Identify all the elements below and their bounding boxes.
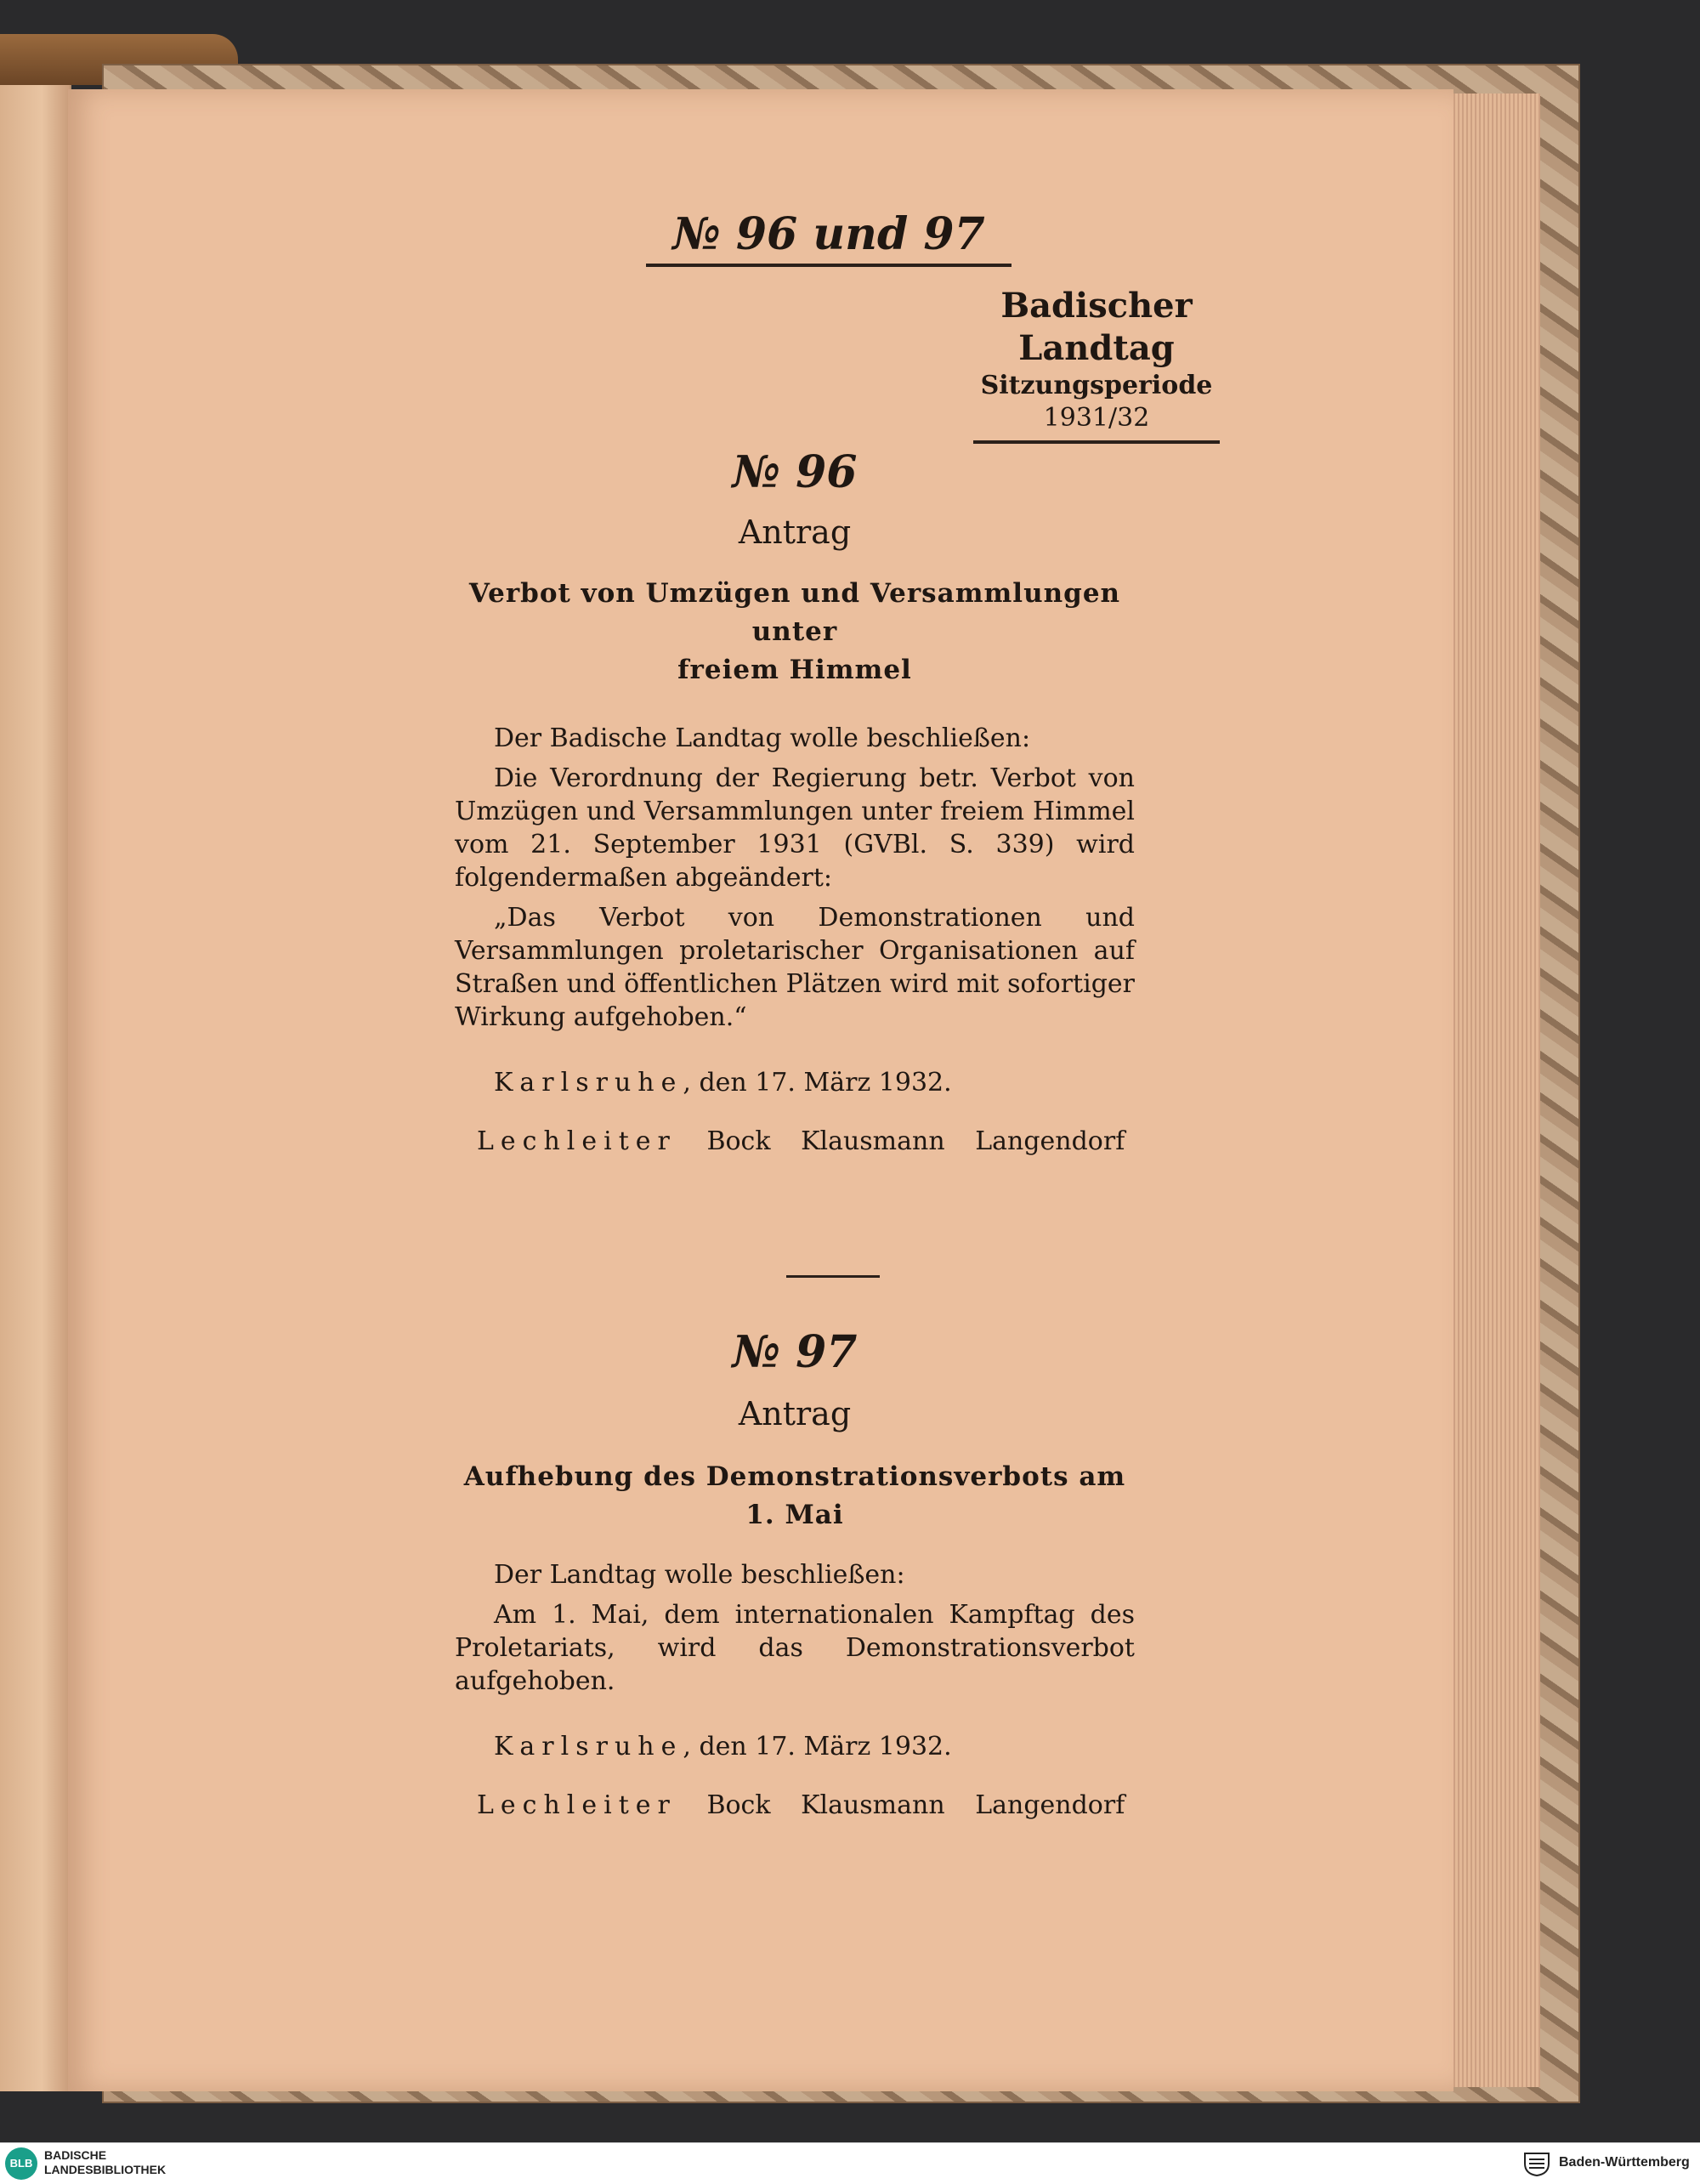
- antrag-97-section: [455, 1326, 1135, 1820]
- stamp-underline: [973, 440, 1220, 444]
- antrag-96-signers: [455, 1126, 1135, 1156]
- left-page-edge: [0, 47, 71, 2091]
- page-stack-edge: [1445, 94, 1540, 2087]
- antrag-96-title-line2: freiem Himmel: [677, 654, 912, 685]
- antrag-96-para1: Die Verordnung der Regierung betr. Verbot von Umzügen und Versammlungen unter freiem Himmel vom 21. September 1931 (GVBl. S. 339) wird folgendermaßen abgeändert:: [455, 763, 1135, 893]
- blb-logo-icon[interactable]: BLB: [5, 2147, 37, 2180]
- antrag-96-para2: „Das Verbot von Demonstrationen und Versammlungen proletarischer Organisationen auf Straßen und öffentlichen Plätzen wird mit sofortiger Wirkung aufgehoben.“: [455, 902, 1135, 1032]
- library-name[interactable]: [44, 2148, 166, 2177]
- document-page: [68, 89, 1454, 2091]
- antrag-96-intro: Der Badische Landtag wolle beschließen:: [494, 723, 1031, 753]
- antrag-97-number: № 97: [732, 1326, 858, 1378]
- antrag-96-signers-rest: Bock Klausmann Langendorf: [706, 1126, 1125, 1156]
- section-separator: [786, 1275, 880, 1278]
- antrag-97-date-rest: , den 17. März 1932.: [683, 1731, 952, 1761]
- antrag-96-number: № 96: [732, 446, 858, 498]
- antrag-96-signer-lechleiter: Lechleiter: [477, 1126, 677, 1156]
- antrag-96-place: Karlsruhe: [494, 1067, 683, 1098]
- stamp-title: Badischer Landtag: [1000, 286, 1193, 368]
- antrag-96-date-rest: , den 17. März 1932.: [683, 1067, 952, 1098]
- antrag-96-type: Antrag: [738, 513, 852, 551]
- library-name-line2: LANDESBIBLIOTHEK: [44, 2162, 167, 2176]
- antrag-96-date: [455, 1068, 1135, 1098]
- stamp-session: Sitzungsperiode: [980, 371, 1213, 400]
- state-name[interactable]: Baden-Württemberg: [1559, 2155, 1690, 2170]
- antrag-96-title-line1: Verbot von Umzügen und Versammlungen unter: [468, 578, 1121, 647]
- document-numbers-heading: № 96 und 97: [646, 208, 1012, 267]
- antrag-97-intro: Der Landtag wolle beschließen:: [494, 1559, 905, 1590]
- antrag-97-signers-rest: Bock Klausmann Langendorf: [706, 1790, 1125, 1820]
- library-name-line1: BADISCHE: [44, 2148, 107, 2162]
- antrag-97-place: Karlsruhe: [494, 1731, 683, 1761]
- parliament-stamp: [918, 285, 1275, 444]
- antrag-97-date: [455, 1732, 1135, 1761]
- stamp-years: 1931/32: [1043, 402, 1150, 433]
- antrag-97-signers: [455, 1790, 1135, 1820]
- antrag-96-section: [455, 446, 1135, 1156]
- library-footer-bar: [0, 2142, 1700, 2184]
- antrag-97-signer-lechleiter: Lechleiter: [477, 1790, 677, 1820]
- antrag-97-title: Aufhebung des Demonstrationsverbots am 1. Mai: [463, 1461, 1126, 1530]
- antrag-96-title: [455, 575, 1135, 689]
- antrag-97-type: Antrag: [738, 1395, 852, 1432]
- baden-wuerttemberg-crest-icon[interactable]: [1522, 2150, 1552, 2177]
- antrag-97-para1: Am 1. Mai, dem internationalen Kampftag des Proletariats, wird das Demonstrationsverbot aufgehoben.: [455, 1599, 1135, 1696]
